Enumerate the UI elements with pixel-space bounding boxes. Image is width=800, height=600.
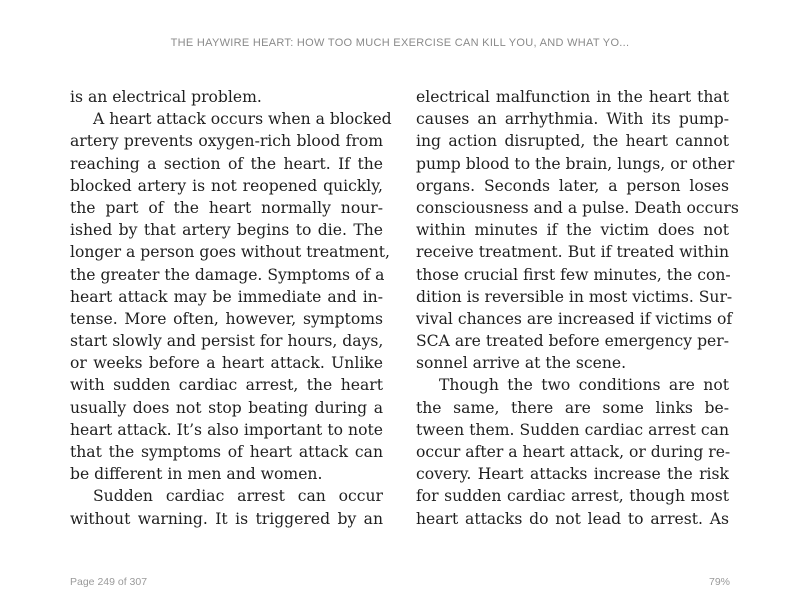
book-title: THE HAYWIRE HEART: HOW TOO MUCH EXERCISE CAN KILL YOU, AND WHAT YO... (170, 37, 630, 49)
text-line: with sudden cardiac arrest, the heart (70, 376, 383, 395)
text-line: ished by that artery begins to die. The (70, 221, 383, 240)
text-line: reaching a section of the heart. If the (70, 154, 383, 173)
text-line: Sudden cardiac arrest can occur (93, 487, 383, 506)
text-line: receive treatment. But if treated within (416, 243, 729, 262)
text-line: artery prevents oxygen-rich blood from (70, 132, 383, 151)
text-line: heart attack may be immediate and in- (70, 287, 383, 306)
text-line: vival chances are increased if victims of (416, 309, 733, 328)
page-column-left (70, 86, 392, 530)
text-line: dition is reversible in most victims. Sur- (416, 287, 733, 306)
text-line: causes an arrhythmia. With its pump- (416, 110, 729, 129)
text-line: start slowly and persist for hours, days, (70, 332, 384, 351)
text-line: consciousness and a pulse. Death occurs (416, 198, 739, 217)
text-line: for sudden cardiac arrest, though most (416, 487, 729, 506)
text-line: heart attack. It’s also important to note (70, 420, 383, 439)
text-line: the part of the heart normally nour- (70, 198, 383, 217)
text-line: the same, there are some links be- (416, 398, 729, 417)
reading-progress-percent: 79% (708, 576, 730, 588)
text-line: those crucial first few minutes, the con- (416, 265, 731, 284)
text-line: ing action disrupted, the heart cannot (416, 132, 729, 151)
text-line: the greater the damage. Symptoms of a (70, 265, 385, 284)
text-line: be different in men and women. (70, 465, 323, 484)
text-line: tween them. Sudden cardiac arrest can (416, 420, 729, 439)
text-line: sonnel arrive at the scene. (416, 354, 627, 373)
page-column-right (416, 86, 739, 530)
text-line: is an electrical problem. (70, 88, 262, 106)
text-line: pump blood to the brain, lungs, or other (416, 154, 735, 173)
text-line: longer a person goes without treatment, (70, 243, 390, 262)
text-line: tense. More often, however, symptoms (70, 309, 383, 328)
text-line: within minutes if the victim does not (416, 221, 729, 240)
text-line: Though the two conditions are not (439, 376, 729, 395)
text-line: blocked artery is not reopened quickly, (70, 176, 383, 195)
text-line: A heart attack occurs when a blocked (93, 110, 392, 129)
text-line: SCA are treated before emergency per- (416, 332, 729, 351)
page-number: Page 249 of 307 (70, 576, 148, 588)
text-line: electrical malfunction in the heart that (416, 88, 729, 106)
text-line: organs. Seconds later, a person loses (416, 176, 729, 195)
text-line: without warning. It is triggered by an (70, 509, 383, 528)
text-line: or weeks before a heart attack. Unlike (70, 354, 383, 373)
text-line: that the symptoms of heart attack can (70, 443, 383, 461)
text-line: covery. Heart attacks increase the risk (416, 465, 729, 484)
text-line: occur after a heart attack, or during re- (416, 443, 731, 461)
text-line: usually does not stop beating during a (70, 398, 383, 417)
text-line: heart attacks do not lead to arrest. As (416, 509, 729, 528)
